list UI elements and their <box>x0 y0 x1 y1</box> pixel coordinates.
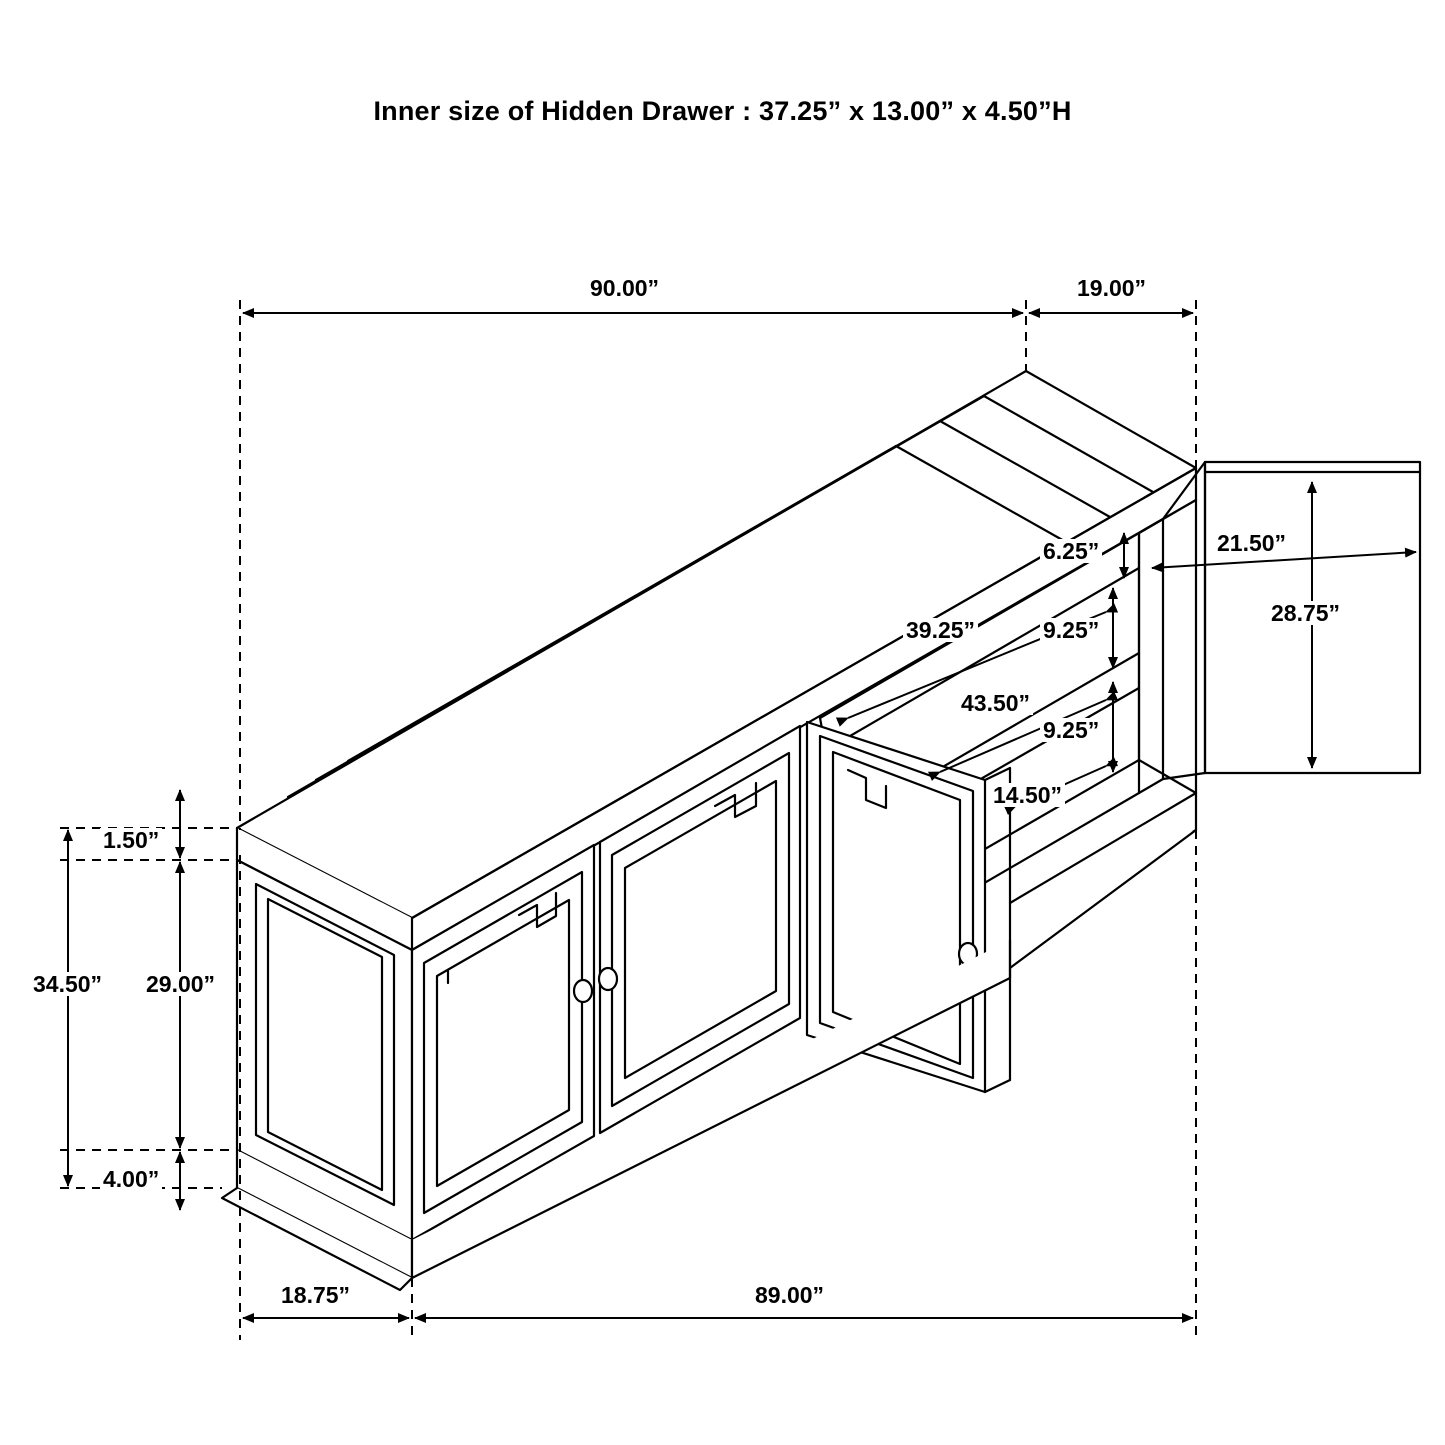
dimension-label-overall-height: 34.50” <box>30 972 105 996</box>
dimension-label-front-width: 89.00” <box>752 1283 827 1307</box>
dimension-label-side-depth: 18.75” <box>278 1283 353 1307</box>
dimension-label-mid-opening-height: 9.25” <box>1040 618 1102 642</box>
dimension-label-door-panel-height: 28.75” <box>1268 601 1343 625</box>
dimension-label-base-height: 4.00” <box>100 1167 162 1191</box>
dimension-label-shelf-width-upper: 39.25” <box>903 618 978 642</box>
dimension-label-upper-shelf-opening: 6.25” <box>1040 539 1102 563</box>
dimension-label-cabinet-body-height: 29.00” <box>143 972 218 996</box>
page-title: Inner size of Hidden Drawer : 37.25” x 13.00” x 4.50”H <box>373 96 1072 126</box>
dimension-label-top-thickness: 1.50” <box>100 828 162 852</box>
dimension-label-door-swing-width: 19.00” <box>1074 276 1149 300</box>
dimension-label-lower-opening-height: 9.25” <box>1040 718 1102 742</box>
dimension-label-door-panel-width: 21.50” <box>1214 531 1289 555</box>
dimension-label-overall-width-top: 90.00” <box>587 276 662 300</box>
dimension-label-shelf-width-lower: 43.50” <box>958 691 1033 715</box>
dimension-label-interior-depth: 14.50” <box>990 783 1065 807</box>
